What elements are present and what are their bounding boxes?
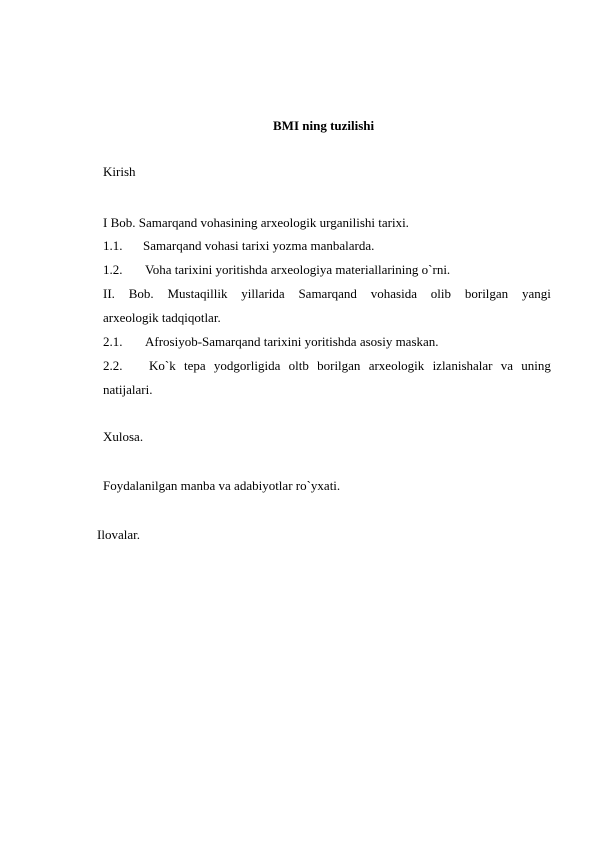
section-2-1 <box>103 334 439 350</box>
section-number: 1.2. <box>103 262 123 277</box>
title-word: vohasida <box>370 286 417 301</box>
section-1-2 <box>103 262 450 278</box>
section-2-2-line2: natijalari. <box>103 382 153 397</box>
title-word: yangi <box>522 286 551 301</box>
title-word: olib <box>430 286 452 301</box>
title-word: Samarqand <box>298 286 357 301</box>
title-word: II. <box>103 286 115 301</box>
section-number: 1.1. <box>103 238 123 253</box>
appendix-entry: Ilovalar. <box>97 527 140 542</box>
page-title: BMI ning tuzilishi <box>273 118 375 133</box>
title-word: yillarida <box>241 286 285 301</box>
chapter2-title-line1 <box>103 286 551 302</box>
section-2-2-line1 <box>103 358 551 374</box>
section-text: Samarqand vohasi tarixi yozma manbalarda. <box>143 238 375 253</box>
section-number: 2.1. <box>103 334 123 349</box>
text-word: borilgan <box>317 358 361 373</box>
title-word: borilgan <box>464 286 509 301</box>
text-word: yodgorligida <box>213 358 281 373</box>
text-word: tepa <box>183 358 206 373</box>
chapter1-title: I Bob. Samarqand vohasining arxeologik urganilishi tarixi. <box>103 215 409 230</box>
text-word: Ko`k <box>149 358 176 373</box>
section-number: 2.2. <box>103 358 123 373</box>
references-entry: Foydalanilgan manba va adabiyotlar ro`yxati. <box>103 478 341 493</box>
section-text-justified <box>149 358 551 374</box>
conclusion-entry: Xulosa. <box>103 429 144 444</box>
title-word: Mustaqillik <box>167 286 228 301</box>
section-text: Afrosiyob-Samarqand tarixini yoritishda asosiy maskan. <box>145 334 439 349</box>
title-word: Bob. <box>128 286 154 301</box>
text-word: izlanishalar <box>432 358 493 373</box>
text-word: oltb <box>288 358 309 373</box>
section-text: Voha tarixini yoritishda arxeologiya materiallarining o`rni. <box>145 262 451 277</box>
text-word: va <box>500 358 514 373</box>
intro-entry: Kirish <box>103 164 136 179</box>
text-word: arxeologik <box>368 358 425 373</box>
section-1-1 <box>103 238 374 254</box>
chapter2-title-line2: arxeologik tadqiqotlar. <box>103 310 221 325</box>
text-word: uning <box>521 358 551 373</box>
